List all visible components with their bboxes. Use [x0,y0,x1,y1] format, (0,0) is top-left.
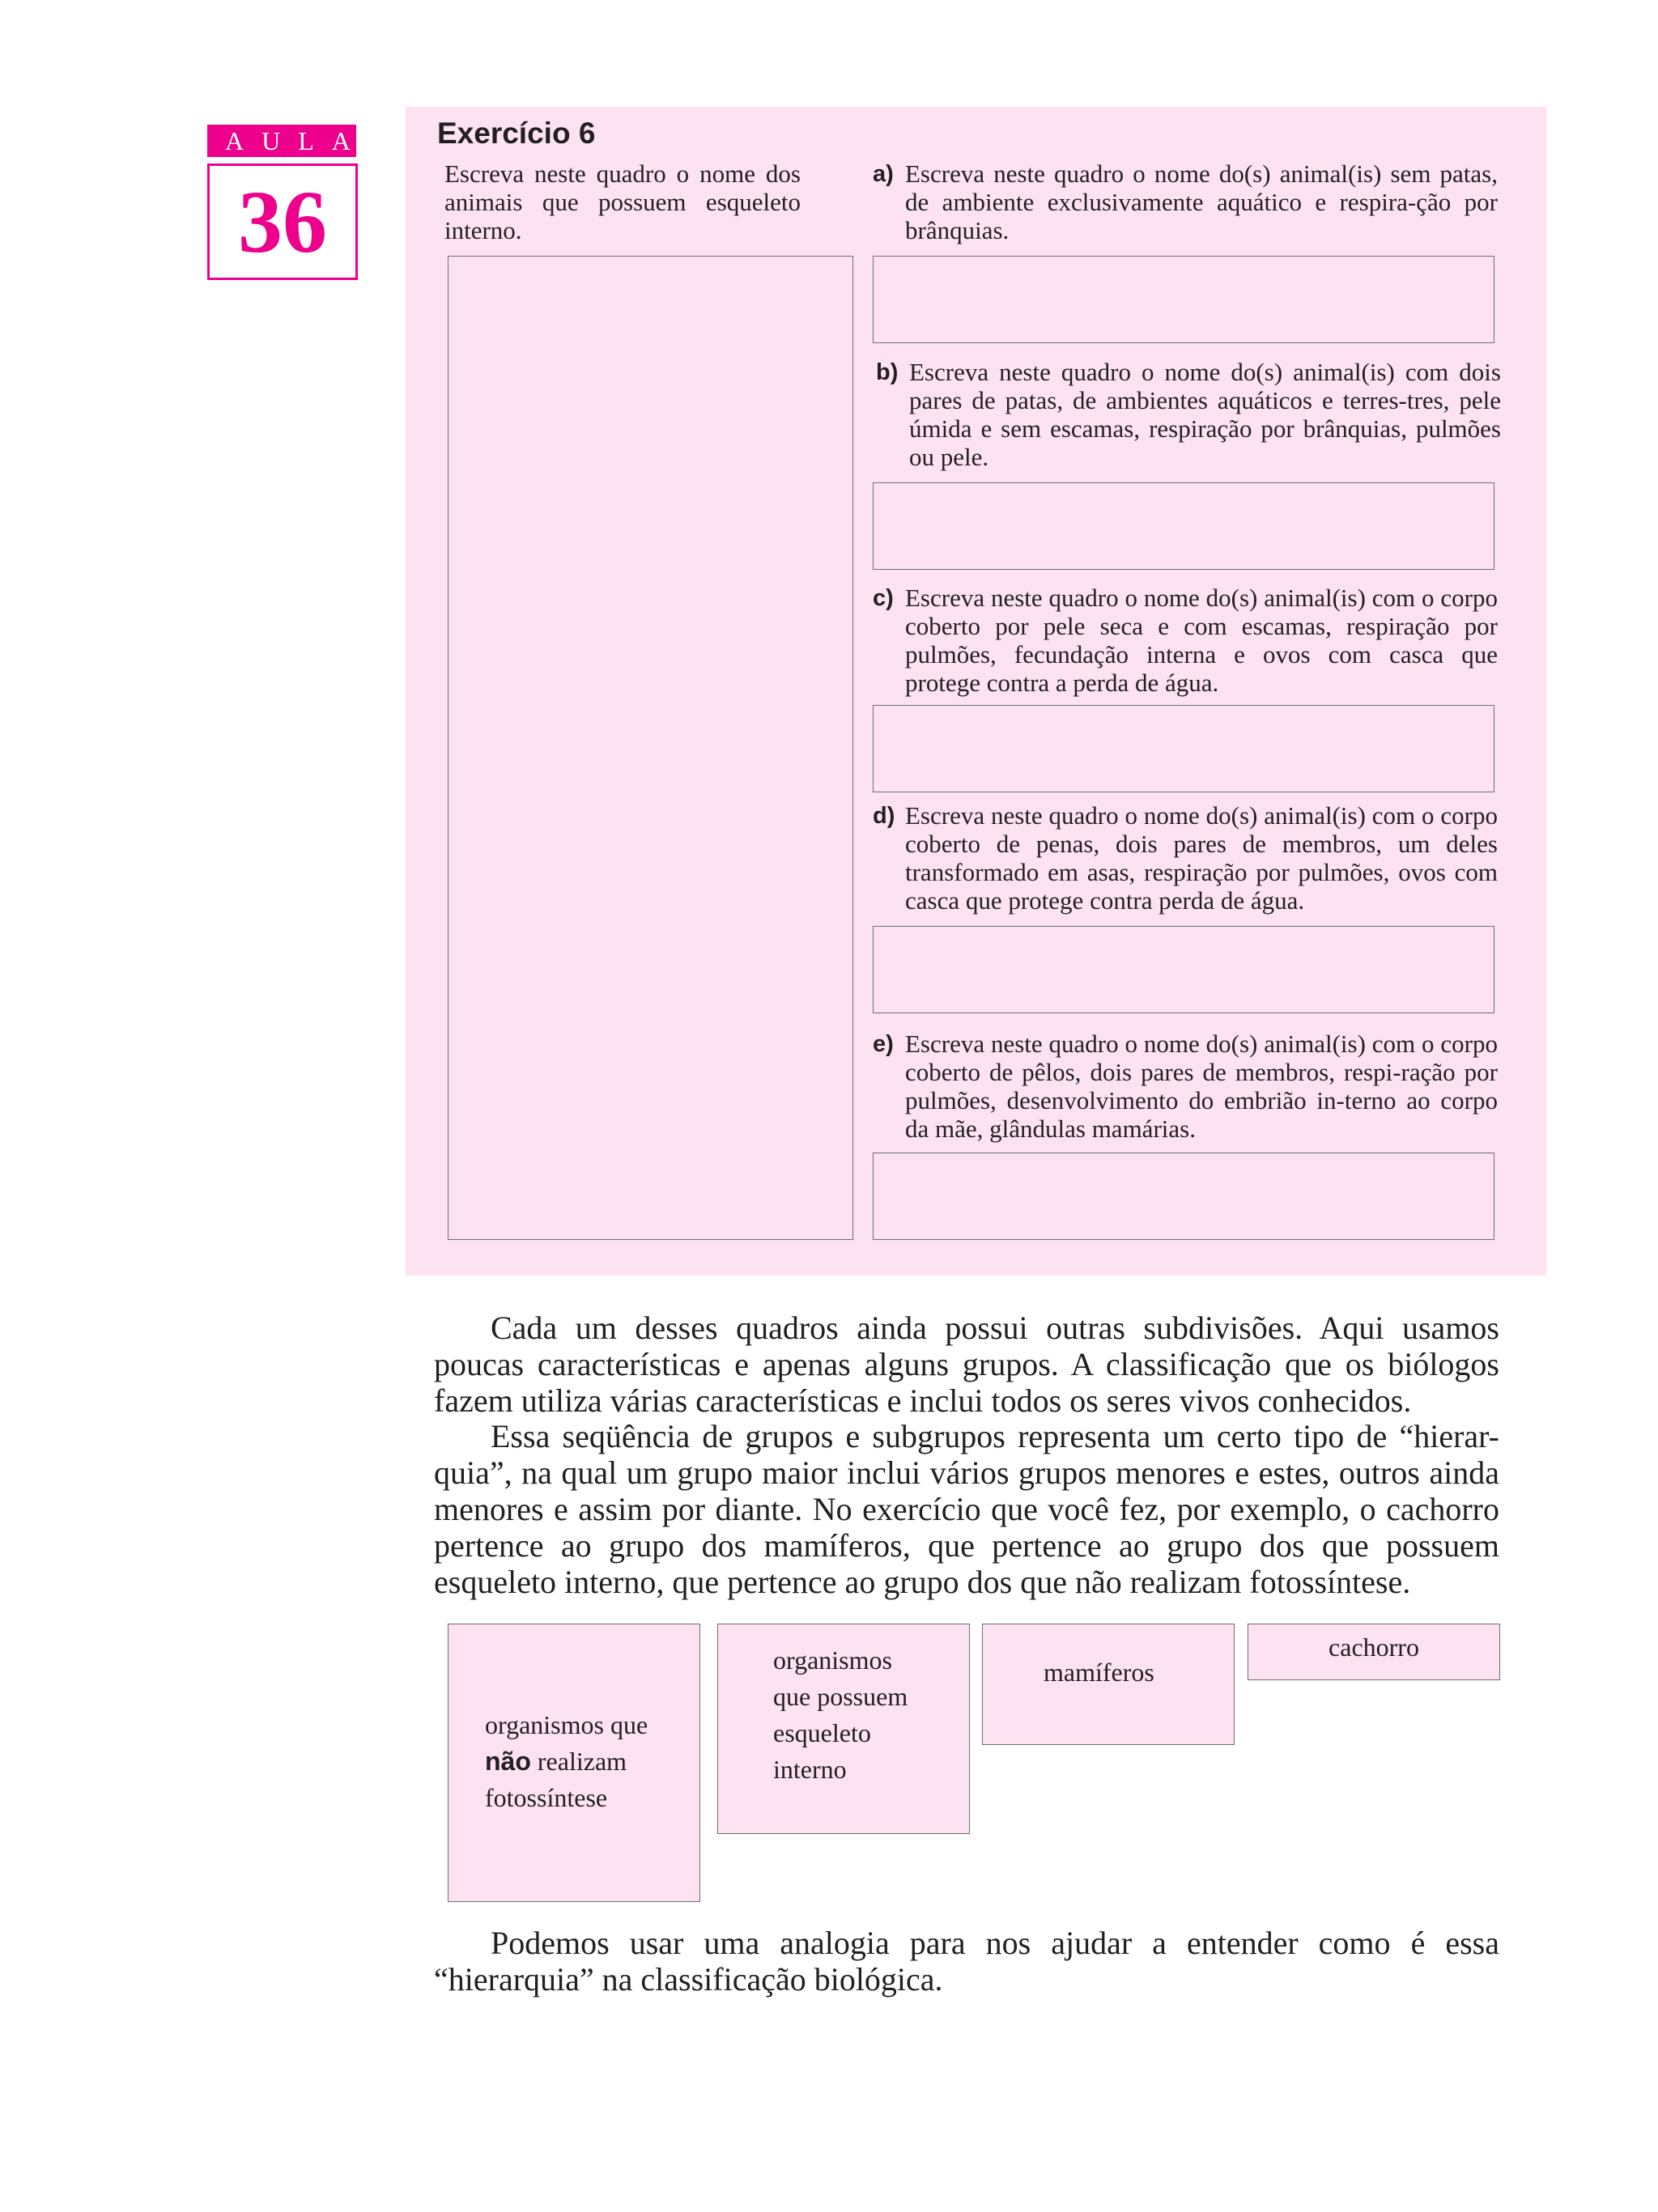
hierarchy-box-4-label: cachorro [1329,1632,1419,1662]
hierarchy-box-mammals [982,1624,1235,1745]
hierarchy-box-2-line-3: esqueleto [773,1718,871,1747]
hierarchy-box-1-line-3: fotossíntese [485,1783,608,1812]
question-e-text: Escreva neste quadro o nome do(s) animal(is) com o corpo coberto de pêlos, dois pares de membros, respi-ração por pulmões, desenvolvimento do embrião in-terno ao corpo da mãe, glândulas mamárias. [905,1030,1498,1143]
hierarchy-box-3-label: mamíferos [1044,1658,1154,1687]
answer-box-main[interactable] [448,256,853,1240]
question-a-letter: a) [873,161,894,187]
hierarchy-box-1-line-2 [485,1743,695,1780]
hierarchy-box-2-line-4: interno [773,1755,847,1784]
answer-box-c[interactable] [873,705,1494,792]
question-b-text: Escreva neste quadro o nome do(s) animal(is) com dois pares de patas, de ambientes aquáticos e terres-tres, pele úmida e sem escamas, respiração por brânquias, pulmões ou pele. [909,358,1501,471]
question-e-letter: e) [873,1031,894,1057]
aula-label: AULA [207,125,356,157]
hierarchy-box-2-line-2: que possuem [773,1682,908,1711]
answer-box-d[interactable] [873,926,1494,1013]
question-c-text: Escreva neste quadro o nome do(s) animal(is) com o corpo coberto por pele seca e com escamas, respiração por pulmões, fecundação interna e ovos com casca que protege contra a perda de água. [905,584,1498,697]
hierarchy-box-2-line-1: organismos [773,1645,892,1675]
answer-box-b[interactable] [873,482,1494,570]
paragraph-2: Essa seqüência de grupos e subgrupos representa um certo tipo de “hierar-quia”, na qual um grupo maior inclui vários grupos menores e estes, outros ainda menores e assim por diante. No exercício que você fez, por exemplo, o cachorro pertence ao grupo dos mamíferos, que pertence ao grupo dos que possuem esqueleto interno, que pertence ao grupo dos que não realizam fotossíntese. [434,1418,1499,1600]
hierarchy-box-nonphotosynthetic [448,1624,700,1902]
question-d-letter: d) [873,803,895,829]
paragraph-1: Cada um desses quadros ainda possui outras subdivisões. Aqui usamos poucas características e apenas alguns grupos. A classificação que os biólogos fazem utiliza várias características e inclui todos os seres vivos conhecidos. [434,1310,1499,1419]
question-b-letter: b) [876,359,899,385]
hierarchy-box-1-rest: realizam [530,1747,627,1776]
hierarchy-box-1-line-1: organismos que [485,1710,648,1739]
main-instruction: Escreva neste quadro o nome dos animais que possuem esqueleto interno. [444,159,801,244]
answer-box-e[interactable] [873,1153,1494,1240]
answer-box-a[interactable] [873,256,1494,343]
question-c-letter: c) [873,585,894,611]
hierarchy-box-dog [1248,1624,1500,1680]
hierarchy-box-internal-skeleton [717,1624,970,1834]
hierarchy-box-1-bold: não [485,1747,531,1776]
question-d-text: Escreva neste quadro o nome do(s) animal(is) com o corpo coberto de penas, dois pares de membros, um deles transformado em asas, respiração por pulmões, ovos com casca que protege contra perda de água. [905,801,1498,915]
paragraph-3: Podemos usar uma analogia para nos ajudar a entender como é essa “hierarquia” na classificação biológica. [434,1925,1499,1998]
exercise-title: Exercício 6 [437,117,596,150]
aula-number: 36 [207,163,358,280]
question-a-text: Escreva neste quadro o nome do(s) animal(is) sem patas, de ambiente exclusivamente aquático e respira-ção por brânquias. [905,159,1498,244]
